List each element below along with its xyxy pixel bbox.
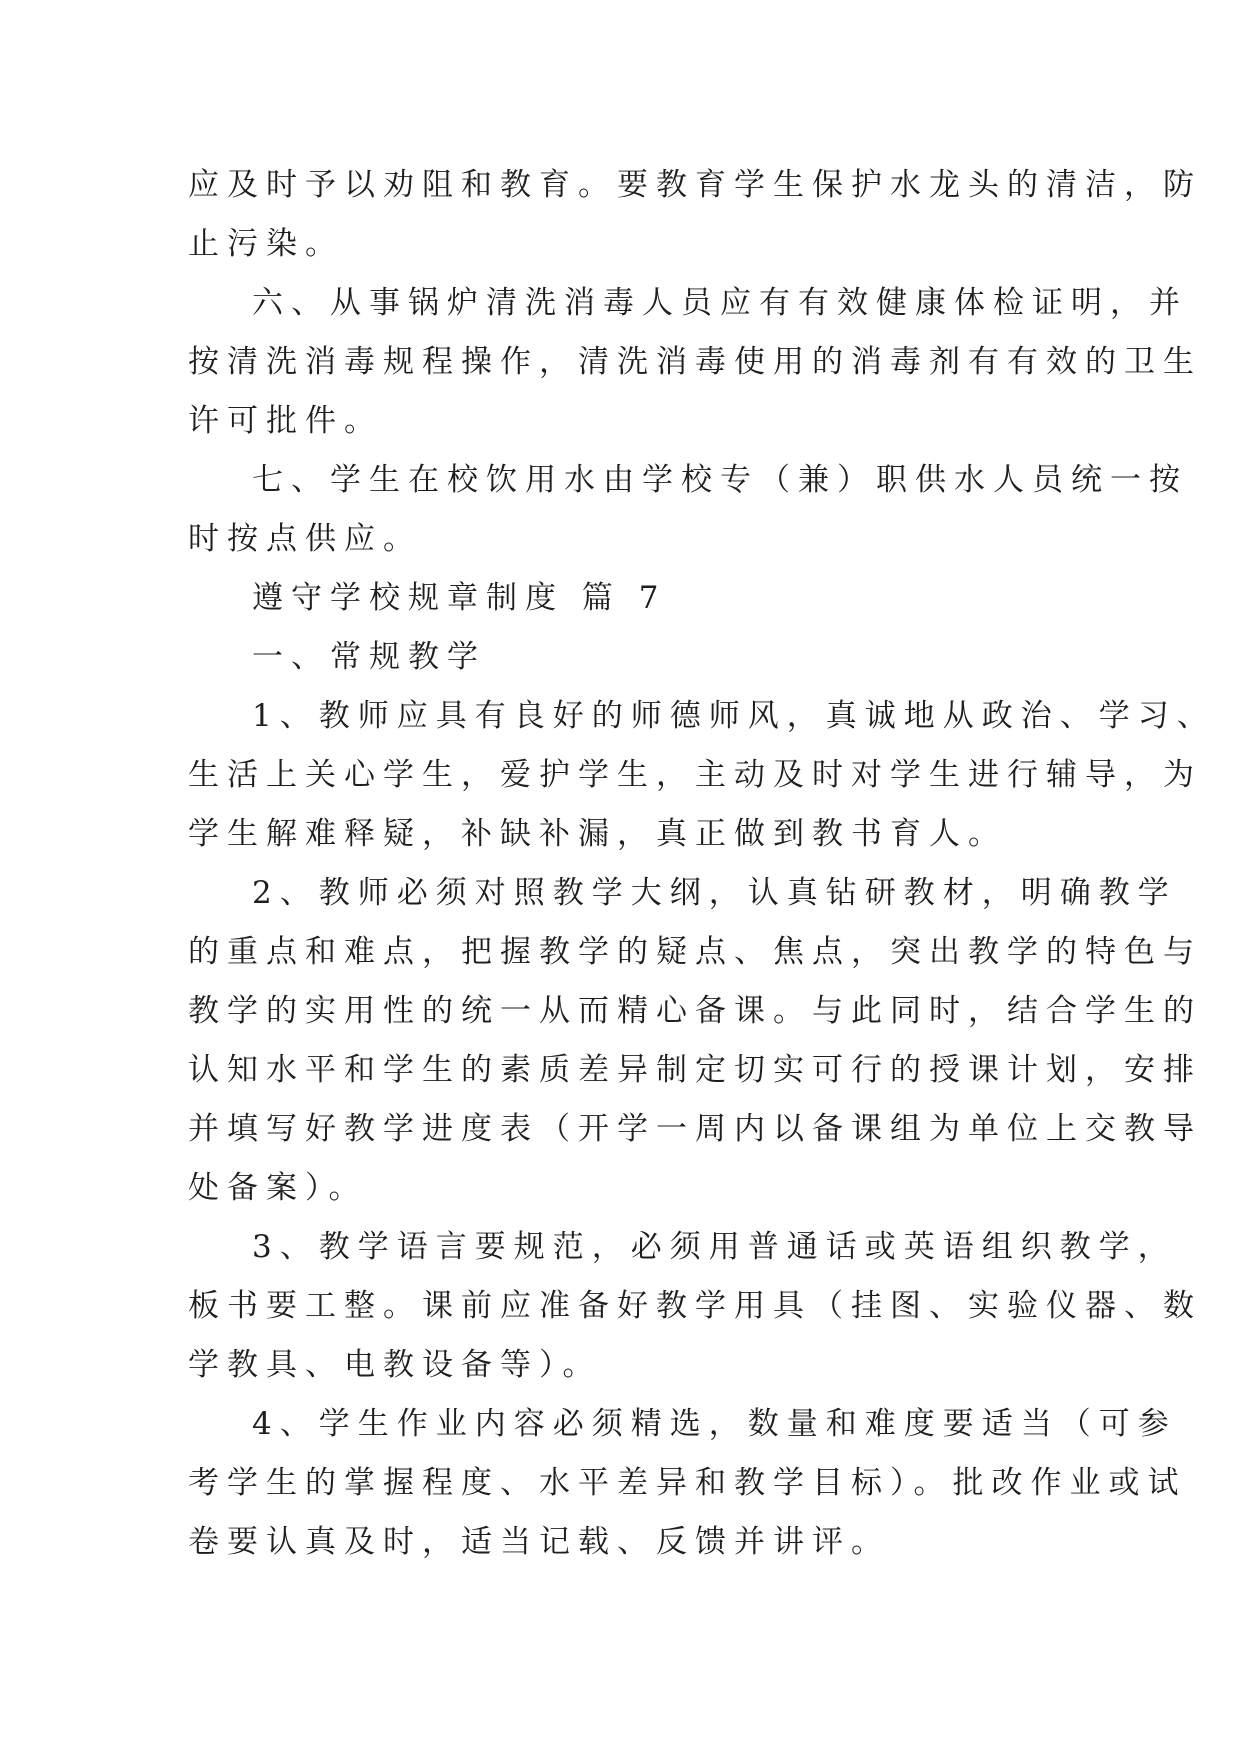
paragraph-start-line: 2、教师必须对照教学大纲，认真钻研教材，明确教学: [252, 875, 1177, 911]
paragraph-start-line: 4、学生作业内容必须精选，数量和难度要适当（可参: [252, 1406, 1177, 1442]
paragraph-start-line: 七、学生在校饮用水由学校专（兼）职供水人员统一按: [252, 462, 1188, 498]
text-line: 认知水平和学生的素质差异制定切实可行的授课计划，安排: [188, 1052, 1202, 1088]
text-line: 按清洗消毒规程操作，清洗消毒使用的消毒剂有有效的卫生: [188, 344, 1202, 380]
text-line: 并填写好教学进度表（开学一周内以备课组为单位上交教导: [188, 1111, 1202, 1147]
text-line: 生活上关心学生，爱护学生，主动及时对学生进行辅导，为: [188, 757, 1202, 793]
text-line: 时按点供应。: [188, 521, 422, 557]
text-line: 处备案）。: [188, 1170, 368, 1206]
paragraph-start-line: 六、从事锅炉清洗消毒人员应有有效健康体检证明，并: [252, 285, 1188, 321]
text-line: 学生解难释疑，补缺补漏，真正做到教书育人。: [188, 816, 1007, 852]
paragraph-start-line: 1、教师应具有良好的师德师风，真诚地从政治、学习、: [252, 698, 1216, 734]
subsection-heading: 一、常规教学: [252, 639, 486, 675]
text-line: 板书要工整。课前应准备好教学用具（挂图、实验仪器、数: [188, 1288, 1202, 1324]
text-line: 教学的实用性的统一从而精心备课。与此同时，结合学生的: [188, 993, 1202, 1029]
text-line: 止污染。: [188, 226, 344, 262]
paragraph-start-line: 3、教学语言要规范，必须用普通话或英语组织教学，: [252, 1229, 1177, 1265]
text-line: 应及时予以劝阻和教育。要教育学生保护水龙头的清洁，防: [188, 167, 1202, 203]
section-heading: 遵守学校规章制度 篇 7: [252, 580, 667, 616]
text-line: 卷要认真及时，适当记载、反馈并讲评。: [188, 1524, 890, 1560]
document-body: [188, 156, 1216, 1572]
text-line: 的重点和难点，把握教学的疑点、焦点，突出教学的特色与: [188, 934, 1202, 970]
text-line: 学教具、电教设备等）。: [188, 1347, 602, 1383]
text-line: 考学生的掌握程度、水平差异和教学目标）。批改作业或试: [188, 1465, 1187, 1501]
text-line: 许可批件。: [188, 403, 383, 439]
